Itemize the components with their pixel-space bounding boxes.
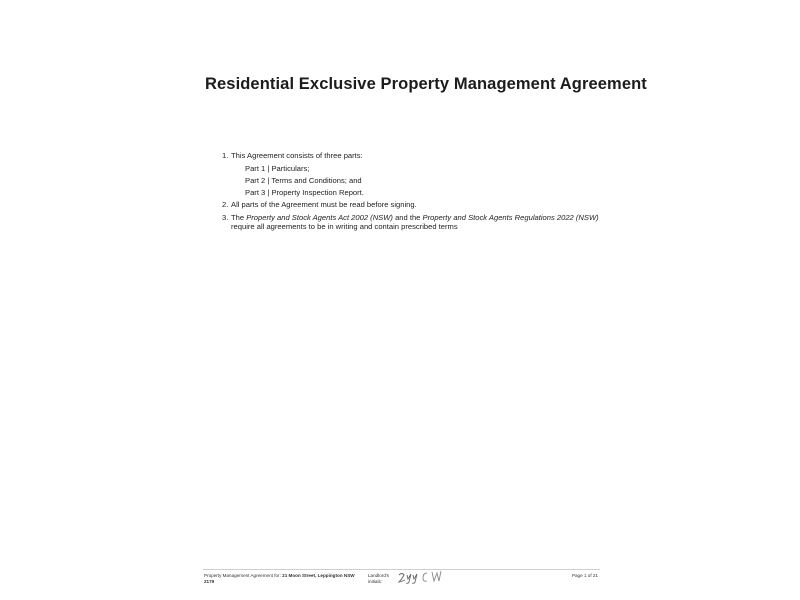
footer-address: 21 Moon Street, Leppington NSW 2179	[204, 573, 355, 584]
list-item	[222, 213, 602, 231]
act-name: Property and Stock Agents Act 2002 (NSW)	[246, 213, 393, 222]
list-text-mid: and the	[392, 213, 423, 222]
landlord-initials-signature	[396, 569, 446, 585]
list-text: This Agreement consists of three parts:	[231, 151, 363, 160]
list-text-pre: The	[231, 213, 247, 222]
initials-label: Landlord's initials:	[368, 573, 390, 584]
footer-prefix: Property Management Agreement for:	[204, 573, 283, 578]
footer-property	[204, 573, 359, 585]
regulations-name: Property and Stock Agents Regulations 2022 (NSW)	[422, 213, 599, 222]
list-number: 1.	[222, 151, 229, 160]
list-text: All parts of the Agreement must be read before signing.	[231, 200, 417, 209]
part-item: Part 2 | Terms and Conditions; and	[245, 176, 362, 185]
list-item	[222, 199, 602, 211]
intro-list	[222, 150, 602, 231]
list-text-post: require all agreements to be in writing and contain prescribed terms	[231, 222, 458, 231]
part-item: Part 1 | Particulars;	[245, 164, 310, 173]
list-number: 3.	[222, 213, 229, 222]
document-title: Residential Exclusive Property Management Agreement	[205, 75, 647, 93]
list-number: 2.	[222, 200, 229, 209]
list-item	[222, 150, 602, 162]
page-footer	[203, 573, 600, 593]
part-item: Part 3 | Property Inspection Report.	[245, 188, 364, 197]
page-number: Page 1 of 21	[571, 573, 598, 578]
